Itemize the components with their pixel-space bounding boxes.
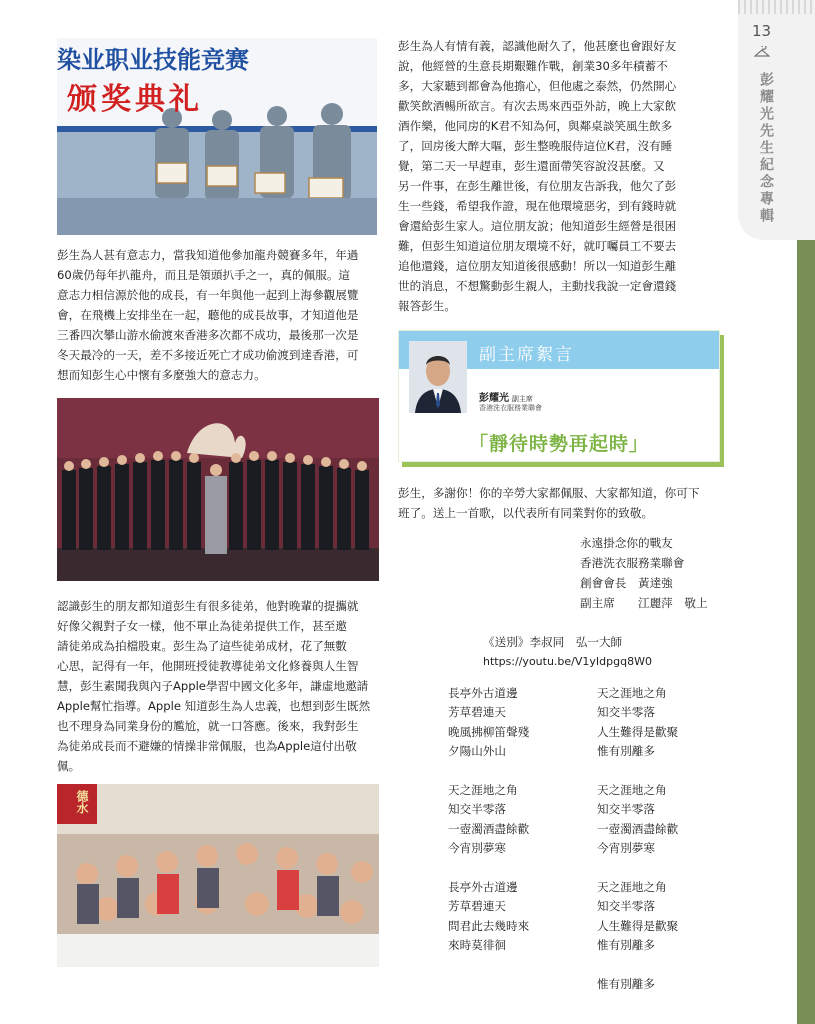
hanger-icon	[754, 46, 770, 58]
text-line: 認識彭生的朋友都知道彭生有很多徒弟，他對晚輩的提攜就	[57, 599, 359, 613]
lyric-line: 知交半零落	[597, 802, 655, 817]
lyric-line: 人生難得是歡聚	[597, 724, 679, 739]
speaker-name-text: 彭耀光	[479, 393, 509, 404]
stage-group-illustration	[57, 398, 379, 581]
page-edge-bar	[797, 240, 815, 1024]
text-line: 彭生為人有情有義，認識他耐久了，他甚麼也會跟好友	[398, 39, 677, 53]
text-line: 酒作樂，他同房的K君不知為何，與鄰桌談笑風生飲多	[398, 119, 673, 133]
text-line: 說，他經營的生意長期艱難作戰，創業30多年積蓄不	[398, 59, 668, 73]
song-title: 《送別》李叔同 弘一大師	[483, 635, 623, 649]
text-line: 追他還錢，這位朋友知道後很感動！所以一知道彭生離	[398, 259, 677, 273]
text-line: Apple幫忙指導。Apple 知道彭生為人忠義，也想到彭生既然	[57, 699, 371, 713]
lyrics-left-column	[448, 684, 529, 956]
box-title: 副主席絮言	[479, 345, 574, 365]
text-line: 彭生為人甚有意志力，當我知道他參加龍舟競賽多年，年過	[57, 248, 359, 262]
lyric-line: 惟有別離多	[597, 744, 655, 759]
text-line: 班了。送上一首歌，以代表所有同業對你的致敬。	[398, 506, 654, 520]
lyric-line: 今宵別夢寒	[597, 841, 655, 856]
right-paragraph-1	[398, 36, 718, 316]
series-title: 彭耀光先生紀念專輯	[758, 72, 774, 225]
group-photo-stage	[57, 398, 379, 581]
lyric-line: 問君此去幾時來	[448, 918, 530, 933]
text-line: 會，在飛機上安排坐在一起，聽他的成長故事，才知道他是	[57, 308, 359, 322]
text-line: 請徒弟成為拍檔股東。彭生為了這些徒弟成材，花了無數	[57, 639, 347, 653]
lyric-line: 長亭外古道邊	[448, 880, 518, 895]
text-line: 佩。	[57, 759, 81, 773]
restaurant-sign: 德水	[75, 790, 89, 814]
text-line: 60歲仍每年扒龍舟，而且是領頭扒手之一，真的佩服。這	[57, 268, 351, 282]
speaker-name	[479, 389, 533, 404]
lyric-line: 惟有別離多	[597, 938, 655, 953]
lyric-line: 惟有別離多	[597, 977, 655, 992]
text-line: 慧，彭生素聞我與內子Apple學習中國文化多年，謙虛地邀請	[57, 679, 369, 693]
right-paragraph-2	[398, 483, 718, 523]
lyric-line: 知交半零落	[597, 899, 655, 914]
lyric-line: 一壺濁酒盡餘歡	[448, 821, 530, 836]
lyric-line: 晚風拂柳笛聲殘	[448, 724, 530, 739]
lyric-line: 天之涯地之角	[448, 783, 518, 798]
text-line: 好像父親對子女一樣，他不單止為徒弟提供工作，甚至邀	[57, 619, 347, 633]
text-line: 另一件事，在彭生離世後，有位朋友告訴我，他欠了彭	[398, 179, 677, 193]
lyric-line: 長亭外古道邊	[448, 686, 518, 700]
text-line: 意志力相信源於他的成長，有一年與他一起到上海參觀展覽	[57, 288, 359, 302]
box-quote: 「靜待時勢再起時」	[468, 433, 649, 455]
page-number: 13	[752, 22, 772, 40]
signature-block	[580, 533, 708, 613]
lyric-line: 人生難得是歡聚	[597, 918, 679, 933]
award-ceremony-photo	[57, 38, 377, 235]
portrait-illustration	[409, 341, 467, 413]
text-line: 也不理身為同業身份的尷尬，就一口答應。後來，我對彭生	[57, 719, 359, 733]
left-paragraph-2	[57, 596, 379, 776]
lyric-line: 今宵別夢寒	[448, 841, 506, 856]
text-line: 報答彭生。	[398, 299, 456, 313]
lyric-line: 天之涯地之角	[597, 783, 667, 798]
side-tab	[738, 0, 815, 240]
portrait-photo	[409, 341, 467, 413]
lyric-line: 來時莫徘徊	[448, 938, 506, 953]
lyric-line: 天之涯地之角	[597, 686, 667, 700]
banner-line-2: 颁奖典礼	[67, 82, 203, 117]
lyric-line: 夕陽山外山	[448, 744, 506, 759]
dinner-group-photo	[57, 784, 379, 967]
speaker-org: 香港洗衣服務業聯會	[479, 404, 542, 412]
text-line: 冬天最冷的一天，差不多接近死亡才成功偷渡到達香港，可	[57, 348, 359, 362]
text-line: 了，回房後大醉大嘔，彭生整晚服侍這位K君，沒有睡	[398, 139, 673, 153]
text-line: 心思，記得有一年，他開班授徒教導徒弟文化修養與人生智	[57, 659, 359, 673]
text-line: 為徒弟成長而不避嫌的情操非常佩服，也為Apple這付出敬	[57, 739, 357, 753]
signature-line: 創會會長 黃達強	[580, 576, 673, 590]
left-paragraph-1	[57, 245, 379, 385]
text-line: 覺，第二天一早趕車，彭生還面帶笑容說沒甚麼。又	[398, 159, 665, 173]
text-line: 想而知彭生心中懷有多麼強大的意志力。	[57, 368, 266, 382]
text-line: 彭生，多謝你！你的辛勞大家都佩服、大家都知道，你可下	[398, 486, 700, 500]
text-line: 世的消息，不想驚動彭生親人，主動找我說一定會還錢	[398, 279, 677, 293]
speaker-title: 副主席	[511, 395, 533, 403]
text-line: 歡笑飲酒暢所欲言。有次去馬來西亞外訪，晚上大家飲	[398, 99, 677, 113]
signature-line: 香港洗衣服務業聯會	[580, 556, 685, 570]
lyric-line: 芳草碧連天	[448, 899, 506, 914]
dinner-illustration	[57, 784, 379, 967]
lyric-line: 天之涯地之角	[597, 880, 667, 895]
lyric-line: 知交半零落	[597, 705, 655, 720]
lyric-line: 知交半零落	[448, 802, 506, 817]
lyric-line: 芳草碧連天	[448, 705, 506, 720]
signature-line: 永遠掛念你的戰友	[580, 536, 673, 550]
text-line: 會還給彭生家人。這位朋友說；他知道彭生經營是很困	[398, 219, 677, 233]
lyric-line: 一壺濁酒盡餘歡	[597, 821, 679, 836]
text-line: 三番四次攀山游水偷渡來香港多次都不成功，最後那一次是	[57, 328, 359, 342]
signature-line: 副主席 江麗萍 敬上	[580, 596, 708, 610]
song-url[interactable]: https://youtu.be/V1yIdpgq8W0	[483, 655, 652, 668]
text-line: 多，大家聽到都會為他擔心，但他處之泰然，仍然開心	[398, 79, 677, 93]
banner-line-1: 染业职业技能竞赛	[57, 46, 249, 74]
tab-pattern	[738, 0, 815, 14]
vice-chairman-box	[398, 330, 720, 462]
text-line: 生一些錢，希望我作證，現在他環境惡劣，到有錢時就	[398, 199, 677, 213]
lyrics-right-column	[597, 684, 678, 994]
text-line: 難，但彭生知道這位朋友環境不好，就叮囑員工不要去	[398, 239, 677, 253]
